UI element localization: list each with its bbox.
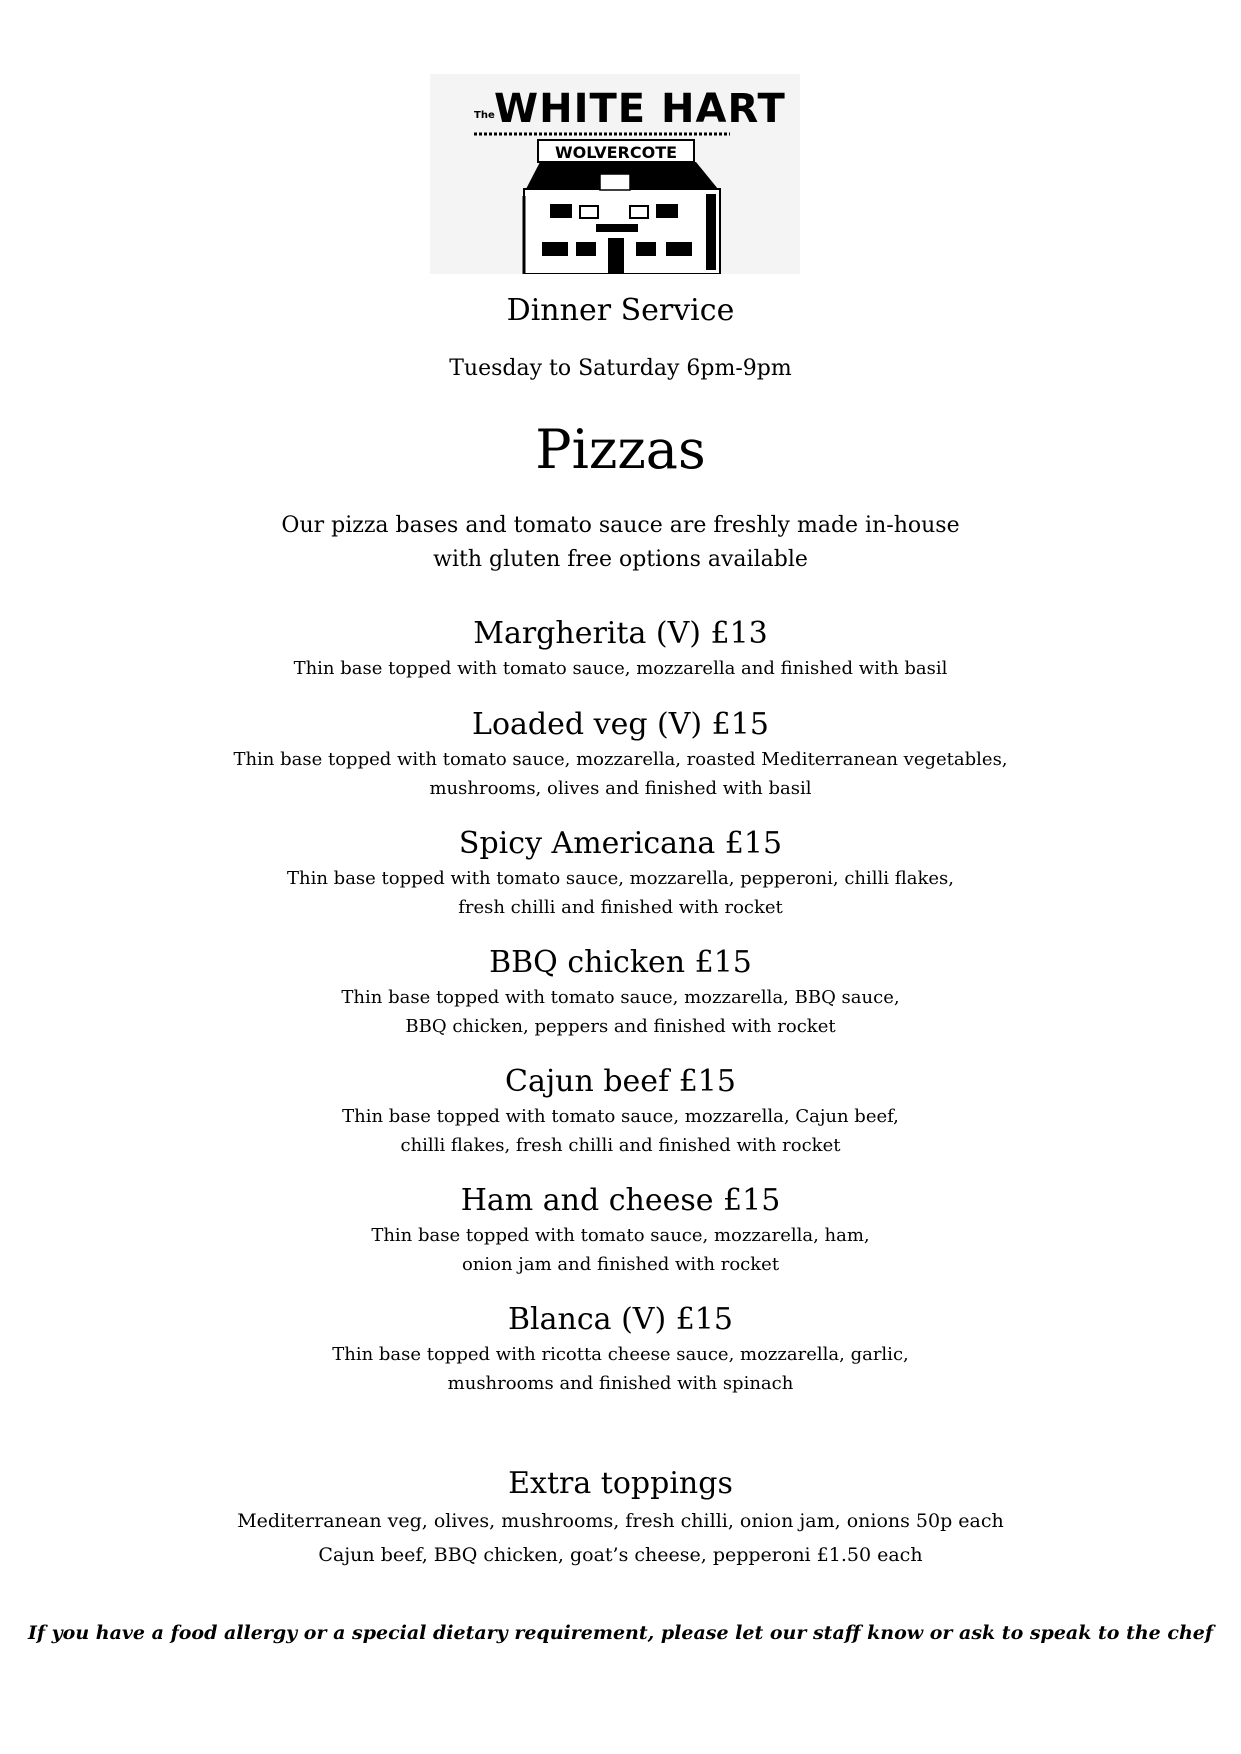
menu-item-desc: chilli flakes, fresh chilli and finished with rocket <box>400 1135 841 1156</box>
menu-item-name: Ham and cheese £15 <box>460 1183 781 1218</box>
extra-toppings-title: Extra toppings <box>508 1466 733 1501</box>
extra-toppings-line: Mediterranean veg, olives, mushrooms, fresh chilli, onion jam, onions 50p each <box>237 1510 1004 1532</box>
menu-item-loaded-veg <box>0 705 1241 803</box>
menu-item-blanca <box>0 1300 1241 1398</box>
menu-item-desc: mushrooms and finished with spinach <box>447 1373 794 1394</box>
menu-item-desc: onion jam and finished with rocket <box>461 1254 780 1275</box>
service-hours: Tuesday to Saturday 6pm-9pm <box>449 356 792 381</box>
menu-item-desc: Thin base topped with tomato sauce, mozzarella, Cajun beef, <box>342 1106 899 1127</box>
extra-toppings <box>0 1464 1241 1572</box>
menu-item-bbq-chicken <box>0 943 1241 1041</box>
logo-place: WOLVERCOTE <box>554 143 678 162</box>
logo-the: The <box>474 110 495 121</box>
menu-item-desc: Thin base topped with ricotta cheese sauce, mozzarella, garlic, <box>332 1344 909 1365</box>
menu-item-desc: BBQ chicken, peppers and finished with rocket <box>405 1016 836 1037</box>
menu-item-desc: fresh chilli and finished with rocket <box>458 897 783 918</box>
menu-item-desc: mushrooms, olives and finished with basil <box>429 778 812 799</box>
extra-toppings-line: Cajun beef, BBQ chicken, goat’s cheese, pepperoni £1.50 each <box>318 1544 923 1566</box>
intro-line: Our pizza bases and tomato sauce are freshly made in-house <box>281 513 960 538</box>
pub-building-icon <box>430 74 800 274</box>
dinner-service-heading: Dinner Service <box>506 293 735 328</box>
intro-line: with gluten free options available <box>433 547 808 572</box>
menu-item-name: Cajun beef £15 <box>505 1064 736 1099</box>
menu-item-ham-and-cheese <box>0 1181 1241 1279</box>
menu-item-name: Loaded veg (V) £15 <box>472 707 769 742</box>
menu-item-desc: Thin base topped with tomato sauce, mozzarella, roasted Mediterranean vegetables, <box>233 749 1008 770</box>
intro-text <box>0 509 1241 577</box>
menu-item-desc: Thin base topped with tomato sauce, mozzarella and finished with basil <box>293 658 948 679</box>
menu-item-name: BBQ chicken £15 <box>489 945 752 980</box>
menu-item-name: Blanca (V) £15 <box>508 1302 733 1337</box>
menu-item-desc: Thin base topped with tomato sauce, mozzarella, BBQ sauce, <box>341 987 900 1008</box>
menu-item-margherita <box>0 614 1241 683</box>
white-hart-logo <box>430 74 800 274</box>
menu-item-name: Margherita (V) £13 <box>473 616 768 651</box>
section-title: Pizzas <box>535 418 706 481</box>
menu-item-spicy-americana <box>0 824 1241 922</box>
menu-item-desc: Thin base topped with tomato sauce, mozzarella, ham, <box>371 1225 870 1246</box>
menu-item-cajun-beef <box>0 1062 1241 1160</box>
menu-item-name: Spicy Americana £15 <box>458 826 783 861</box>
logo-name: WHITE HART <box>494 86 786 132</box>
menu-item-desc: Thin base topped with tomato sauce, mozzarella, pepperoni, chilli flakes, <box>287 868 954 889</box>
allergy-notice: If you have a food allergy or a special dietary requirement, please let our staff know or ask to speak to the chef <box>27 1622 1214 1644</box>
